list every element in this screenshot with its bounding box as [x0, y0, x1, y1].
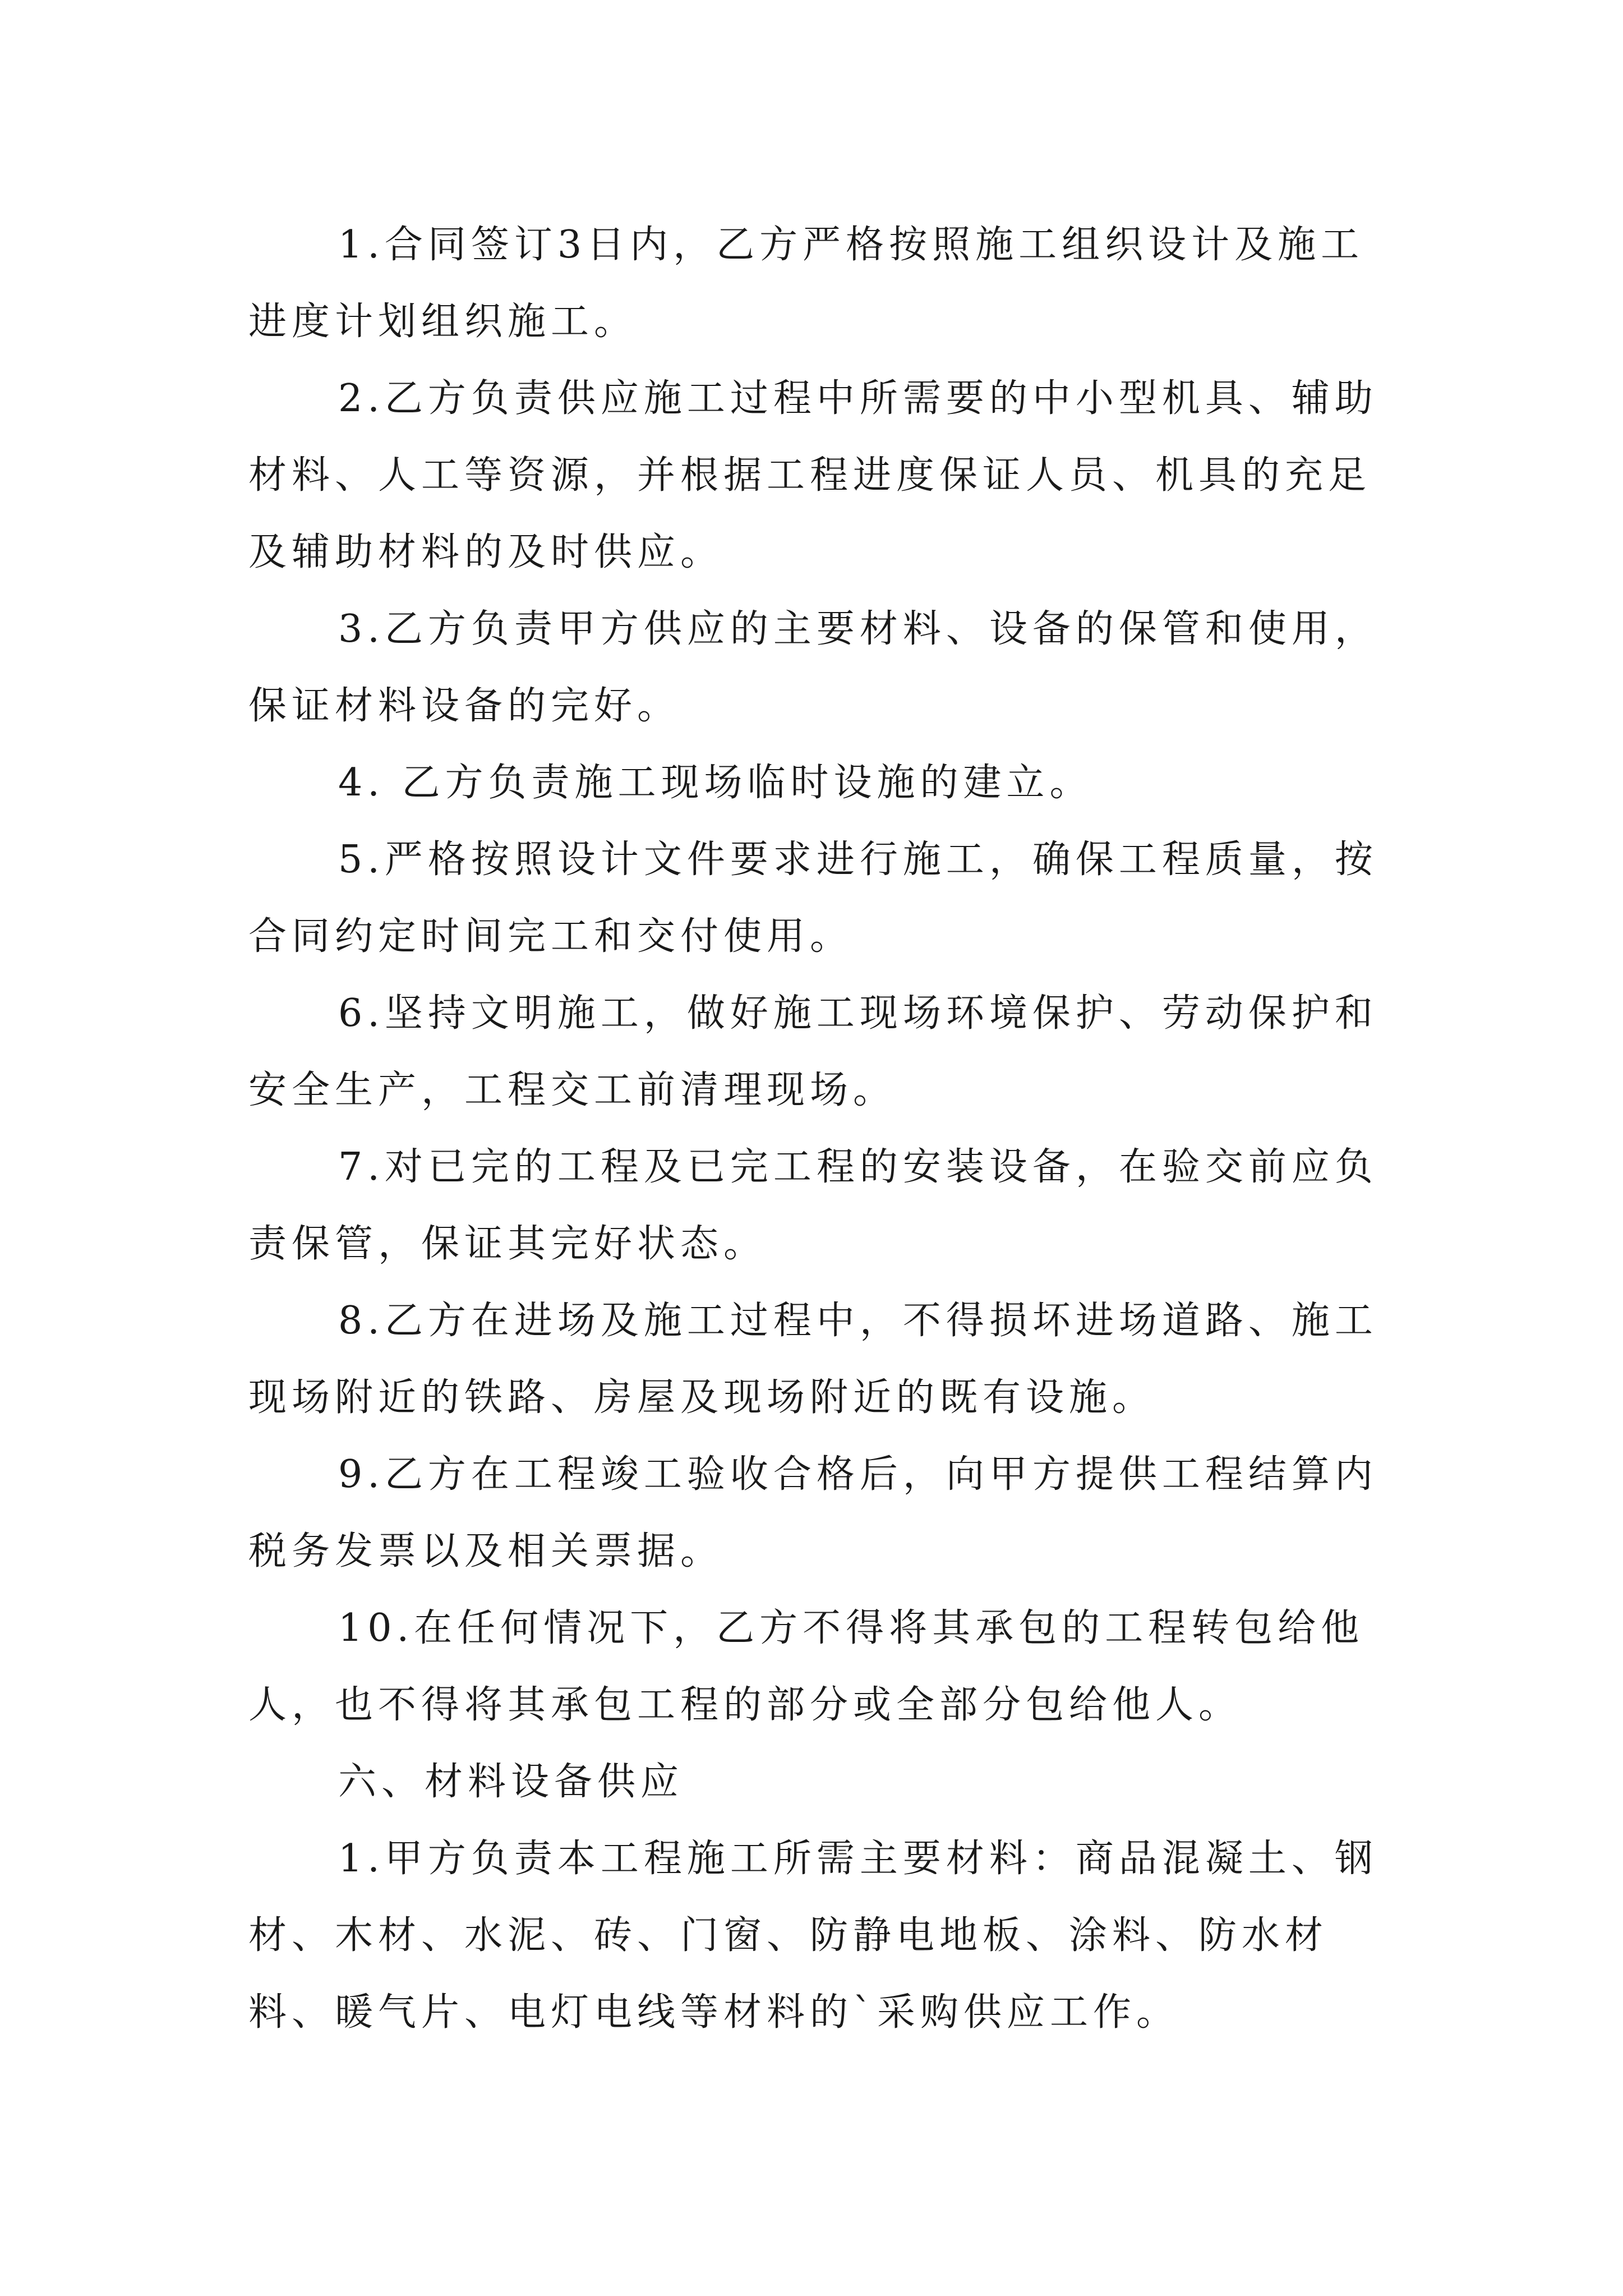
clause-3-materials-custody: 3.乙方负责甲方供应的主要材料、设备的保管和使用，保证材料设备的完好。: [248, 607, 1378, 728]
clause-6-civilized-construction: 6.坚持文明施工，做好施工现场环境保护、劳动保护和安全生产，工程交工前清理现场。: [248, 991, 1378, 1112]
materials-clause-1: 1.甲方负责本工程施工所需主要材料：商品混凝土、钢材、木材、水泥、砖、门窗、防静电地板、涂料、防水材料、暖气片、电灯电线等材料的`采购供应工作。: [248, 1837, 1378, 2035]
clause-4-temporary-facilities: 4. 乙方负责施工现场临时设施的建立。: [338, 761, 1093, 805]
clause-8-no-damage: 8.乙方在进场及施工过程中，不得损坏进场道路、施工现场附近的铁路、房屋及现场附近的既有设施。: [248, 1299, 1378, 1420]
clause-2-supply-equipment: 2.乙方负责供应施工过程中所需要的中小型机具、辅助材料、人工等资源，并根据工程进度保证人员、机具的充足及辅助材料的及时供应。: [248, 376, 1378, 574]
clause-7-custody-of-works: 7.对已完的工程及已完工程的安装设备，在验交前应负责保管，保证其完好状态。: [248, 1145, 1378, 1266]
clause-1-schedule: 1.合同签订3日内，乙方严格按照施工组织设计及施工进度计划组织施工。: [248, 223, 1364, 344]
clause-10-no-subcontracting: 10.在任何情况下，乙方不得将其承包的工程转包给他人，也不得将其承包工程的部分或全部分包给他人。: [248, 1606, 1364, 1727]
clause-5-quality: 5.严格按照设计文件要求进行施工，确保工程质量，按合同约定时间完工和交付使用。: [248, 838, 1378, 959]
section-heading-materials-supply: 六、材料设备供应: [338, 1760, 684, 1804]
clause-9-invoices: 9.乙方在工程竣工验收合格后，向甲方提供工程结算内税务发票以及相关票据。: [248, 1452, 1378, 1573]
document-body: [248, 206, 1393, 2051]
